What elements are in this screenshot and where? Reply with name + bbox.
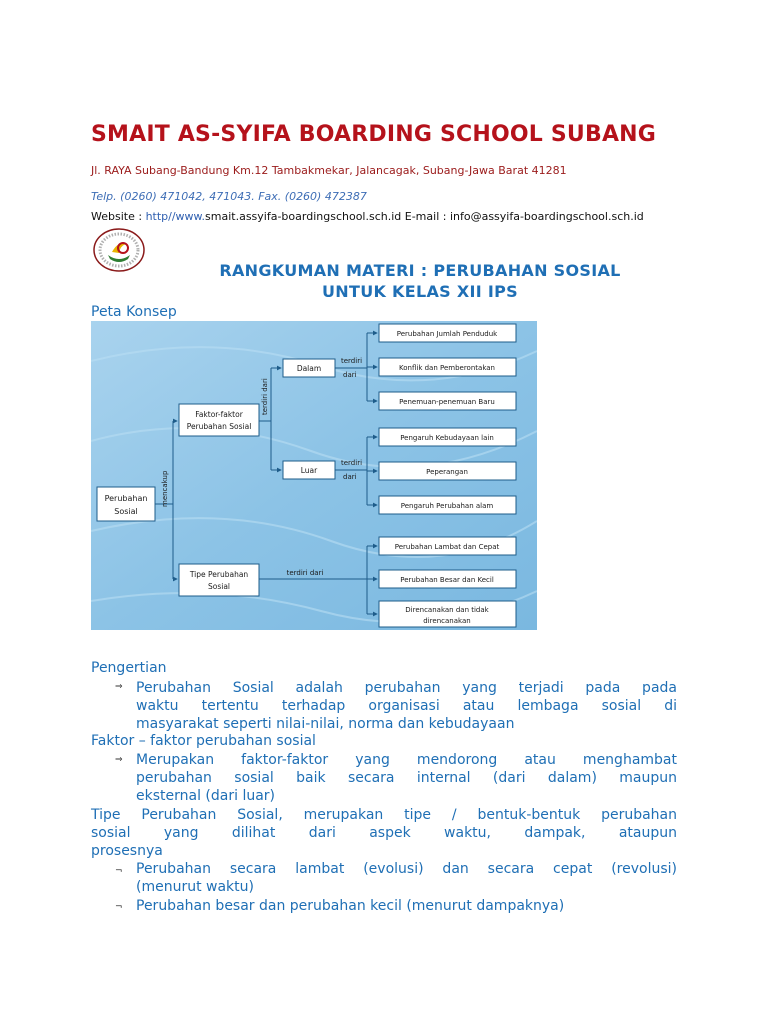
node-root-label-1: Perubahan bbox=[104, 494, 148, 503]
node-factors-label-2: Perubahan Sosial bbox=[186, 422, 252, 431]
link-terdiri-dari-vertical: terdiri dari bbox=[261, 378, 269, 415]
item-lambat-cepat-label: Perubahan Lambat dan Cepat bbox=[394, 543, 500, 551]
item-direncanakan-label-1: Direncanakan dan tidak bbox=[405, 606, 489, 614]
school-name: SMAIT AS-SYIFA BOARDING SCHOOL SUBANG bbox=[91, 122, 657, 147]
pengertian-line-2: waktu tertentu terhadap organisasi atau lembaga sosial di bbox=[136, 698, 677, 714]
tipe-text bbox=[91, 806, 677, 860]
dalam-link-terdiri: terdiri bbox=[341, 357, 363, 365]
tipe-item-1-line-1: Perubahan secara lambat (evolusi) dan secara cepat (revolusi) bbox=[136, 861, 677, 877]
bullet-notsign-icon: ¬ bbox=[115, 902, 123, 912]
website-link[interactable]: smait.assyifa-boardingschool.sch.id bbox=[205, 210, 402, 223]
node-factors-label-1: Faktor-faktor bbox=[195, 410, 243, 419]
faktor-heading: Faktor – faktor perubahan sosial bbox=[91, 733, 316, 749]
node-types bbox=[179, 564, 259, 596]
pengertian-line-3: masyarakat seperti nilai-nilai, norma dan kebudayaan bbox=[136, 716, 515, 732]
pengertian-line-1: Perubahan Sosial adalah perubahan yang terjadi pada pada bbox=[136, 680, 677, 696]
node-root-label-2: Sosial bbox=[114, 507, 138, 516]
email-text: E-mail : info@assyifa-boardingschool.sch.id bbox=[401, 210, 644, 223]
dalam-link-dari: dari bbox=[343, 371, 357, 379]
faktor-line-2: perubahan sosial baik secara internal (dari dalam) maupun bbox=[136, 770, 677, 786]
node-types-label-1: Tipe Perubahan bbox=[189, 570, 249, 579]
luar-link-terdiri: terdiri bbox=[341, 459, 363, 467]
document-title-line-2: UNTUK KELAS XII IPS bbox=[322, 282, 518, 301]
website-label: Website : bbox=[91, 210, 146, 223]
tipe-item-2 bbox=[136, 897, 677, 915]
item-penemuan-label: Penemuan-penemuan Baru bbox=[399, 398, 495, 406]
node-luar-label: Luar bbox=[300, 466, 318, 475]
node-types-label-2: Sosial bbox=[207, 582, 231, 591]
item-pengaruh-alam-label: Pengaruh Perubahan alam bbox=[400, 502, 494, 510]
pengertian-text bbox=[136, 679, 677, 733]
pengertian-heading: Pengertian bbox=[91, 660, 167, 676]
bullet-notsign-icon: ¬ bbox=[115, 866, 123, 876]
type-link-terdiri-dari: terdiri dari bbox=[286, 569, 324, 577]
bullet-arrow-icon: ⇒ bbox=[115, 755, 123, 765]
tipe-item-2-line-1: Perubahan besar dan perubahan kecil (menurut dampaknya) bbox=[136, 898, 565, 914]
tipe-line-2: sosial yang dilihat dari aspek waktu, dampak, ataupun bbox=[91, 825, 677, 841]
school-logo bbox=[92, 227, 146, 273]
item-besar-kecil-label: Perubahan Besar dan Kecil bbox=[400, 576, 494, 584]
concept-map-heading: Peta Konsep bbox=[91, 304, 177, 320]
luar-link-dari: dari bbox=[343, 473, 357, 481]
web-email-line bbox=[91, 210, 644, 223]
website-prefix: http//www. bbox=[145, 210, 206, 223]
faktor-text bbox=[136, 751, 677, 805]
node-dalam-label: Dalam bbox=[296, 364, 322, 373]
faktor-line-1: Merupakan faktor-faktor yang mendorong atau menghambat bbox=[136, 752, 677, 768]
tipe-line-1: Tipe Perubahan Sosial, merupakan tipe / bentuk-bentuk perubahan bbox=[91, 807, 677, 823]
tipe-item-1-line-2: (menurut waktu) bbox=[136, 879, 254, 895]
concept-map-diagram bbox=[91, 321, 537, 630]
document-title-line-1: RANGKUMAN MATERI : PERUBAHAN SOSIAL bbox=[219, 261, 621, 280]
node-factors bbox=[179, 404, 259, 436]
faktor-line-3: eksternal (dari luar) bbox=[136, 788, 276, 804]
item-pengaruh-kebudayaan-label: Pengaruh Kebudayaan lain bbox=[400, 434, 494, 442]
school-contact: Telp. (0260) 471042, 471043. Fax. (0260) 472387 bbox=[91, 190, 367, 203]
item-konflik-label: Konflik dan Pemberontakan bbox=[399, 364, 495, 372]
school-address: Jl. RAYA Subang-Bandung Km.12 Tambakmekar, Jalancagak, Subang-Jawa Barat 41281 bbox=[91, 164, 567, 177]
bullet-arrow-icon: ⇒ bbox=[115, 682, 123, 692]
item-perubahan-jumlah-penduduk-label: Perubahan Jumlah Penduduk bbox=[396, 330, 498, 338]
tipe-item-1 bbox=[136, 860, 677, 896]
tipe-line-3: prosesnya bbox=[91, 843, 163, 859]
item-direncanakan-label-2: direncanakan bbox=[423, 617, 471, 625]
link-mencakup: mencakup bbox=[161, 470, 169, 507]
item-peperangan-label: Peperangan bbox=[426, 468, 468, 476]
